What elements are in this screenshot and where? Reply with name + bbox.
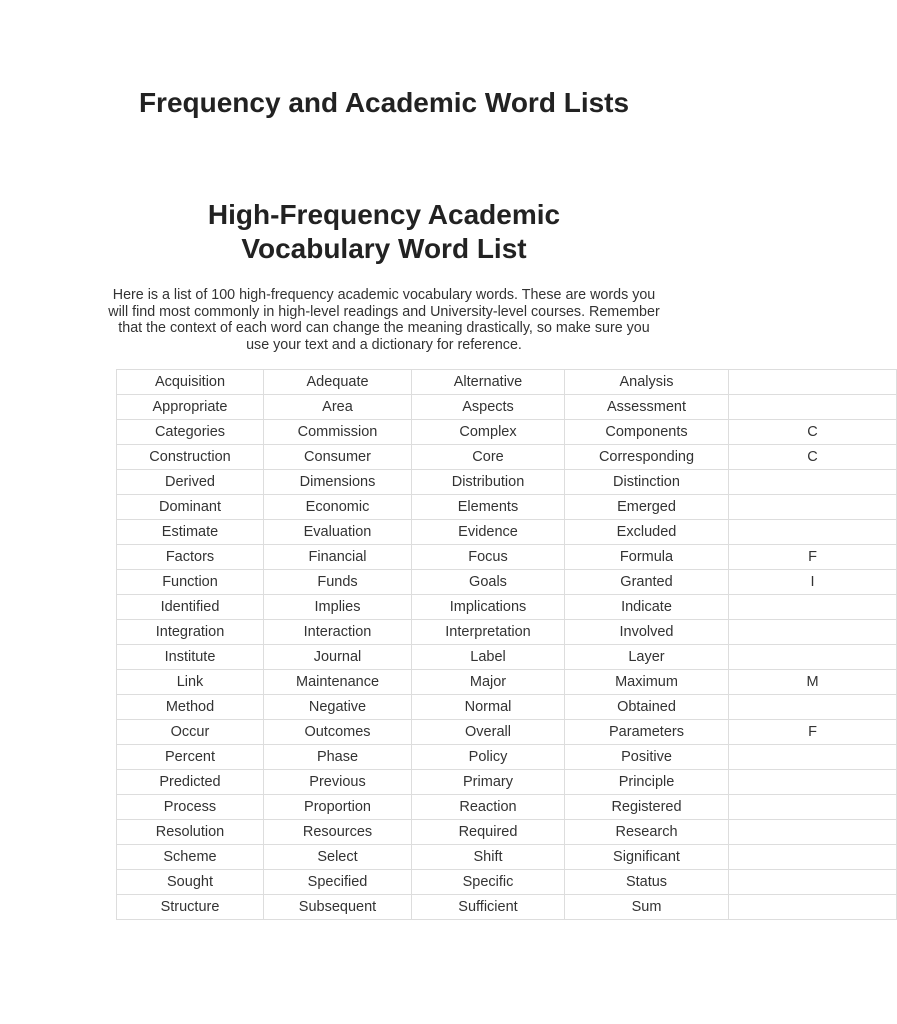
table-cell: Link <box>117 670 264 695</box>
table-cell: M <box>729 670 897 695</box>
table-cell: Previous <box>264 770 412 795</box>
page-title: Frequency and Academic Word Lists <box>138 87 630 118</box>
table-cell <box>729 870 897 895</box>
table-row <box>117 420 897 445</box>
table-cell: Sought <box>117 870 264 895</box>
table-cell: Evidence <box>412 520 565 545</box>
table-cell: Registered <box>565 795 729 820</box>
table-cell: Emerged <box>565 495 729 520</box>
table-cell: Excluded <box>565 520 729 545</box>
table-row <box>117 870 897 895</box>
table-cell: Estimate <box>117 520 264 545</box>
table-cell: Acquisition <box>117 370 264 395</box>
table-cell: Negative <box>264 695 412 720</box>
table-cell: Institute <box>117 645 264 670</box>
table-cell <box>729 620 897 645</box>
table-row <box>117 820 897 845</box>
table-cell: Commission <box>264 420 412 445</box>
vocabulary-table-body <box>117 370 897 920</box>
table-cell: Research <box>565 820 729 845</box>
table-cell: Indicate <box>565 595 729 620</box>
table-cell: Complex <box>412 420 565 445</box>
table-cell: Identified <box>117 595 264 620</box>
table-cell: Phase <box>264 745 412 770</box>
table-cell <box>729 495 897 520</box>
table-cell: Method <box>117 695 264 720</box>
table-cell: Elements <box>412 495 565 520</box>
table-cell: C <box>729 420 897 445</box>
table-cell: Focus <box>412 545 565 570</box>
table-cell: Derived <box>117 470 264 495</box>
table-cell: Implications <box>412 595 565 620</box>
table-cell: Corresponding <box>565 445 729 470</box>
table-cell <box>729 845 897 870</box>
table-cell: Label <box>412 645 565 670</box>
table-cell: I <box>729 570 897 595</box>
table-cell: Analysis <box>565 370 729 395</box>
table-cell: Appropriate <box>117 395 264 420</box>
table-row <box>117 395 897 420</box>
table-row <box>117 595 897 620</box>
table-cell: Financial <box>264 545 412 570</box>
table-cell: Economic <box>264 495 412 520</box>
table-cell: Required <box>412 820 565 845</box>
table-cell: Aspects <box>412 395 565 420</box>
table-row <box>117 720 897 745</box>
table-cell: Principle <box>565 770 729 795</box>
table-cell: Policy <box>412 745 565 770</box>
table-cell: Layer <box>565 645 729 670</box>
table-cell: C <box>729 445 897 470</box>
table-cell: Obtained <box>565 695 729 720</box>
table-row <box>117 695 897 720</box>
table-row <box>117 895 897 920</box>
table-cell: Outcomes <box>264 720 412 745</box>
table-cell <box>729 795 897 820</box>
table-cell: Process <box>117 795 264 820</box>
table-cell: Normal <box>412 695 565 720</box>
table-row <box>117 670 897 695</box>
intro-paragraph: Here is a list of 100 high-frequency academic vocabulary words. These are words you will find most commonly in high-level readings and University-level courses. Remember that the context of each word can change the meaning drastically, so make sure you use your text and a dictionary for reference. <box>108 287 660 353</box>
table-cell: Percent <box>117 745 264 770</box>
table-cell: Interpretation <box>412 620 565 645</box>
table-cell: Major <box>412 670 565 695</box>
table-row <box>117 845 897 870</box>
table-cell: Distinction <box>565 470 729 495</box>
table-cell: Consumer <box>264 445 412 470</box>
table-cell <box>729 770 897 795</box>
table-cell: Parameters <box>565 720 729 745</box>
table-cell: Positive <box>565 745 729 770</box>
table-cell: F <box>729 720 897 745</box>
table-row <box>117 445 897 470</box>
table-cell: Select <box>264 845 412 870</box>
table-row <box>117 495 897 520</box>
table-row <box>117 620 897 645</box>
table-cell: Maximum <box>565 670 729 695</box>
table-row <box>117 370 897 395</box>
table-cell: Construction <box>117 445 264 470</box>
table-cell: Involved <box>565 620 729 645</box>
table-cell: Occur <box>117 720 264 745</box>
table-cell: Core <box>412 445 565 470</box>
table-cell: Subsequent <box>264 895 412 920</box>
table-row <box>117 470 897 495</box>
table-cell: Implies <box>264 595 412 620</box>
table-cell: Factors <box>117 545 264 570</box>
table-cell: Sum <box>565 895 729 920</box>
table-cell: Interaction <box>264 620 412 645</box>
table-cell <box>729 645 897 670</box>
table-cell <box>729 395 897 420</box>
table-cell <box>729 370 897 395</box>
table-cell: Scheme <box>117 845 264 870</box>
section-title: High-Frequency Academic Vocabulary Word List <box>207 199 561 264</box>
table-row <box>117 795 897 820</box>
table-cell: Dominant <box>117 495 264 520</box>
table-cell: F <box>729 545 897 570</box>
table-row <box>117 520 897 545</box>
table-cell: Specific <box>412 870 565 895</box>
table-cell: Resources <box>264 820 412 845</box>
table-cell: Resolution <box>117 820 264 845</box>
table-cell: Structure <box>117 895 264 920</box>
table-cell: Sufficient <box>412 895 565 920</box>
table-cell: Journal <box>264 645 412 670</box>
table-cell: Maintenance <box>264 670 412 695</box>
table-cell: Primary <box>412 770 565 795</box>
table-cell: Status <box>565 870 729 895</box>
table-cell <box>729 745 897 770</box>
table-cell: Function <box>117 570 264 595</box>
table-cell: Integration <box>117 620 264 645</box>
table-cell: Proportion <box>264 795 412 820</box>
table-cell: Assessment <box>565 395 729 420</box>
table-cell: Distribution <box>412 470 565 495</box>
table-cell: Predicted <box>117 770 264 795</box>
table-row <box>117 645 897 670</box>
table-cell: Overall <box>412 720 565 745</box>
table-cell: Significant <box>565 845 729 870</box>
table-cell: Goals <box>412 570 565 595</box>
table-cell <box>729 895 897 920</box>
table-cell <box>729 695 897 720</box>
vocabulary-table <box>116 369 897 920</box>
table-cell: Granted <box>565 570 729 595</box>
table-cell: Evaluation <box>264 520 412 545</box>
table-cell <box>729 820 897 845</box>
table-cell: Area <box>264 395 412 420</box>
table-cell <box>729 595 897 620</box>
table-cell: Specified <box>264 870 412 895</box>
table-cell: Adequate <box>264 370 412 395</box>
table-cell <box>729 470 897 495</box>
table-cell: Shift <box>412 845 565 870</box>
table-cell: Alternative <box>412 370 565 395</box>
table-cell: Funds <box>264 570 412 595</box>
table-cell: Formula <box>565 545 729 570</box>
table-cell: Categories <box>117 420 264 445</box>
table-row <box>117 770 897 795</box>
table-cell: Components <box>565 420 729 445</box>
table-row <box>117 745 897 770</box>
table-cell: Dimensions <box>264 470 412 495</box>
table-cell: Reaction <box>412 795 565 820</box>
table-cell <box>729 520 897 545</box>
table-row <box>117 545 897 570</box>
table-row <box>117 570 897 595</box>
